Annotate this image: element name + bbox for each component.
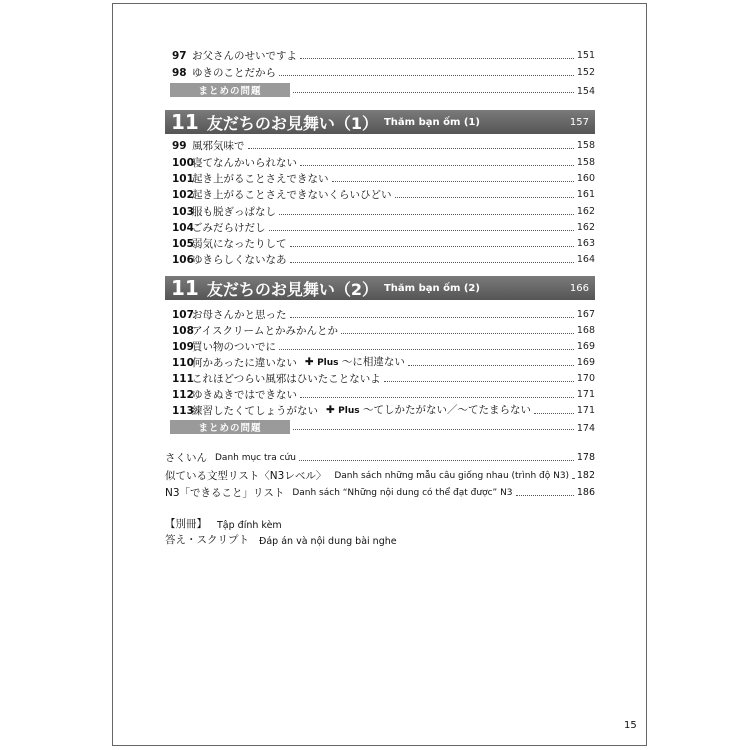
appendix-label-ja: 【別冊】 — [165, 518, 207, 530]
entry-page: 171 — [576, 405, 595, 416]
toc-entry[interactable] — [172, 203, 595, 219]
toc-entry[interactable] — [172, 386, 595, 402]
toc-entry[interactable] — [172, 186, 595, 202]
entry-title: 服も脱ぎっぱなし — [192, 206, 276, 218]
entry-number: 103 — [172, 206, 194, 218]
entry-page: 169 — [576, 357, 595, 368]
leader-dots — [269, 230, 574, 231]
toc-entry[interactable] — [172, 219, 595, 235]
entry-page: 151 — [576, 50, 595, 61]
chapter-page: 157 — [569, 116, 589, 128]
leader-dots — [293, 429, 574, 430]
entry-title: ゆきぬきではできない — [192, 389, 297, 401]
chapter-subtitle: Thăm bạn ốm (1) — [383, 116, 480, 128]
plus-cross-icon: ✚ — [326, 404, 335, 416]
index-title-vi: Danh sách “Những nội dung có thể đạt được” N3 — [292, 488, 513, 498]
toc-entry[interactable] — [172, 137, 595, 153]
entry-page: 170 — [576, 373, 595, 384]
entry-page: 163 — [576, 238, 595, 249]
index-entry[interactable] — [165, 449, 595, 465]
entry-page: 168 — [576, 325, 595, 336]
entry-number: 100 — [172, 157, 194, 169]
toc-entry[interactable] — [172, 64, 595, 80]
appendix-line — [165, 516, 282, 531]
chapter-title: 友だちのお見舞い（1） — [206, 113, 378, 133]
index-title-ja: N3「できること」リスト — [165, 487, 285, 499]
entry-number: 107 — [172, 309, 194, 321]
entry-page: 158 — [576, 140, 595, 151]
entry-page: 182 — [576, 470, 595, 481]
entry-page: 158 — [576, 157, 595, 168]
entry-title: アイスクリームとかみかんとか — [192, 325, 338, 337]
leader-dots — [290, 317, 574, 318]
chapter-heading[interactable] — [165, 110, 595, 134]
entry-number: 109 — [172, 341, 194, 353]
leader-dots — [290, 246, 574, 247]
entry-title: 買い物のついでに — [192, 341, 276, 353]
entry-number: 113 — [172, 405, 194, 417]
plus-note — [305, 355, 405, 370]
chapter-subtitle: Thăm bạn ốm (2) — [383, 282, 480, 294]
entry-page: 164 — [576, 254, 595, 265]
plus-label: Plus — [317, 358, 339, 368]
entry-number: 102 — [172, 189, 194, 201]
summary-entry[interactable] — [170, 82, 595, 97]
chapter-title: 友だちのお見舞い（2） — [206, 279, 378, 299]
entry-page: 171 — [576, 389, 595, 400]
entry-title: 何かあったに違いない — [192, 357, 297, 369]
toc-entry[interactable] — [172, 306, 595, 322]
index-title-ja: さくいん — [165, 452, 207, 464]
answers-line[interactable] — [165, 532, 397, 547]
entry-page: 169 — [576, 341, 595, 352]
leader-dots — [572, 478, 574, 479]
index-title-ja: 似ている文型リスト〈N3レベル〉 — [165, 470, 327, 482]
leader-dots — [279, 75, 574, 76]
summary-entry[interactable] — [170, 419, 595, 434]
plus-text: ～てしかたがない／～てたまらない — [362, 404, 531, 416]
toc-entry[interactable] — [172, 235, 595, 251]
toc-entry[interactable] — [172, 354, 595, 370]
entry-number: 110 — [172, 357, 194, 369]
toc-entry[interactable] — [172, 251, 595, 267]
entry-page: 186 — [576, 487, 595, 498]
entry-page: 162 — [576, 206, 595, 217]
entry-number: 99 — [172, 140, 187, 152]
toc-entry[interactable] — [172, 402, 595, 418]
toc-entry[interactable] — [172, 154, 595, 170]
entry-page: 160 — [576, 173, 595, 184]
toc-entry[interactable] — [172, 370, 595, 386]
leader-dots — [300, 397, 574, 398]
summary-badge: まとめの問題 — [170, 420, 290, 434]
entry-number: 111 — [172, 373, 194, 385]
leader-dots — [332, 181, 574, 182]
leader-dots — [408, 365, 574, 366]
answers-vi: Đáp án và nội dung bài nghe — [259, 536, 397, 547]
entry-number: 105 — [172, 238, 194, 250]
index-title-vi: Danh mục tra cứu — [215, 453, 296, 463]
entry-number: 98 — [172, 67, 187, 79]
entry-title: これほどつらい風邪はひいたことないよ — [192, 373, 381, 385]
entry-number: 104 — [172, 222, 194, 234]
chapter-number: 11 — [171, 110, 199, 134]
leader-dots — [534, 413, 574, 414]
chapter-number: 11 — [171, 276, 199, 300]
summary-badge: まとめの問題 — [170, 83, 290, 97]
entry-title: ごみだらけだし — [192, 222, 266, 234]
entry-title: お父さんのせいですよ — [192, 50, 297, 62]
leader-dots — [300, 165, 574, 166]
leader-dots — [248, 148, 574, 149]
index-title-vi: Danh sách những mẫu câu giống nhau (trình độ N3) — [334, 471, 570, 481]
entry-number: 97 — [172, 50, 187, 62]
entry-number: 101 — [172, 173, 194, 185]
leader-dots — [395, 197, 574, 198]
plus-note — [326, 403, 531, 418]
entry-title: お母さんかと思った — [192, 309, 287, 321]
toc-entry[interactable] — [172, 47, 595, 63]
entry-title: 練習したくてしょうがない — [192, 405, 318, 417]
leader-dots — [299, 460, 574, 461]
chapter-page: 166 — [569, 282, 589, 294]
leader-dots — [293, 92, 574, 93]
entry-page: 167 — [576, 309, 595, 320]
entry-title: 起き上がることさえできない — [192, 173, 329, 185]
entry-title: 風邪気味で — [192, 140, 245, 152]
leader-dots — [341, 333, 574, 334]
entry-page: 154 — [576, 86, 595, 97]
entry-page: 174 — [576, 423, 595, 434]
entry-title: 弱気になったりして — [192, 238, 287, 250]
toc-entry[interactable] — [172, 322, 595, 338]
plus-cross-icon: ✚ — [304, 356, 314, 368]
entry-number: 112 — [172, 389, 194, 401]
entry-title: ゆきのことだから — [192, 67, 276, 79]
leader-dots — [279, 349, 574, 350]
entry-title: 寝てなんかいられない — [192, 157, 297, 169]
answers-ja: 答え・スクリプト — [165, 534, 249, 546]
appendix-label-vi: Tập đính kèm — [217, 520, 282, 531]
plus-text: ～に相違ない — [341, 356, 405, 368]
entry-title: 起き上がることさえできないくらいひどい — [192, 189, 392, 201]
leader-dots — [279, 214, 574, 215]
toc-entry[interactable] — [172, 170, 595, 186]
index-entry[interactable] — [165, 484, 595, 500]
leader-dots — [290, 262, 574, 263]
leader-dots — [516, 495, 574, 496]
entry-title: ゆきらしくないなあ — [192, 254, 287, 266]
entry-page: 161 — [576, 189, 595, 200]
leader-dots — [384, 381, 574, 382]
index-entry[interactable] — [165, 467, 595, 483]
entry-number: 106 — [172, 254, 194, 266]
entry-number: 108 — [172, 325, 194, 337]
entry-page: 178 — [576, 452, 595, 463]
entry-page: 162 — [576, 222, 595, 233]
entry-page: 152 — [576, 67, 595, 78]
toc-entry[interactable] — [172, 338, 595, 354]
plus-label: Plus — [338, 406, 360, 416]
leader-dots — [300, 58, 574, 59]
chapter-heading[interactable] — [165, 276, 595, 300]
page-number: 15 — [624, 720, 637, 731]
